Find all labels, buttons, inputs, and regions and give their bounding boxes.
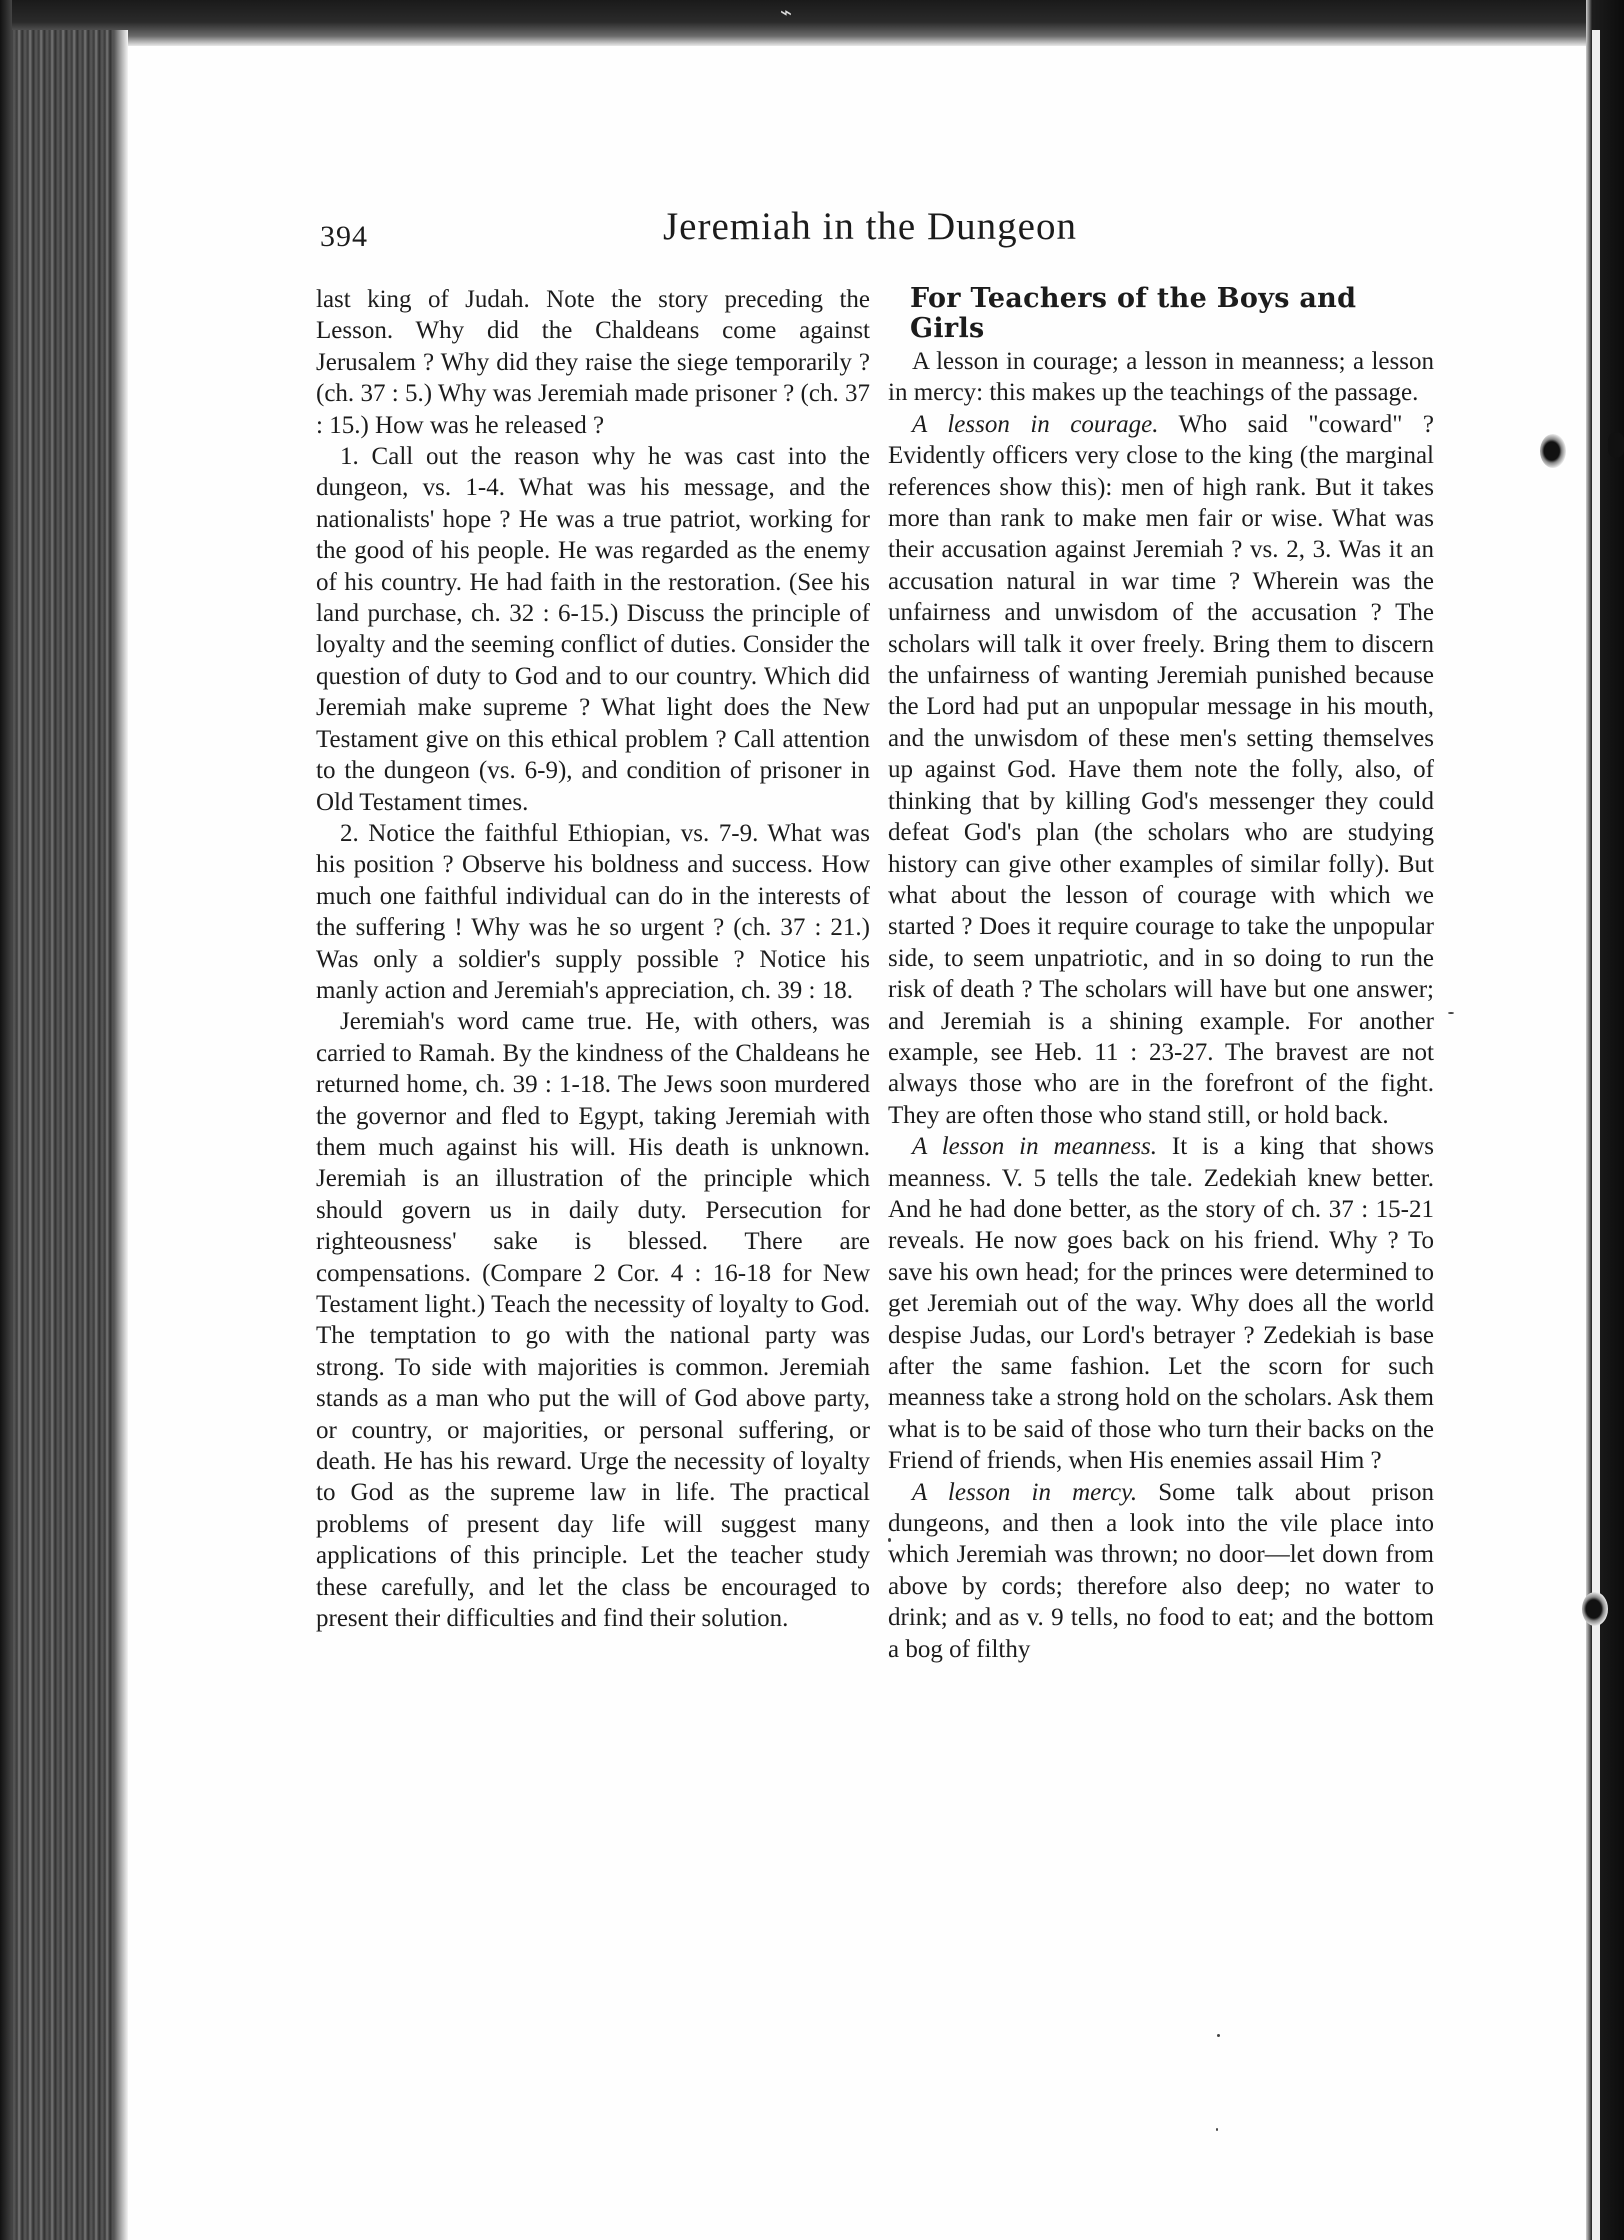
- margin-dot: [1608, 432, 1624, 458]
- paragraph: [888, 409, 1434, 1131]
- paragraph: Jeremiah's word came true. He, with others, was carried to Ramah. By the kindness of the Chaldeans he returned home, ch. 39 : 1-18. The Jews soon murdered the governor and fled to Egypt, taking Jeremiah with them much against his will. His death is unknown. Jeremiah is an illustration of the principle which should govern us in daily duty. Persecution for righteousness' sake is blessed. There are compensations. (Compare 2 Cor. 4 : 16-18 for New Testament light.) Teach the necessity of loyalty to God. The temptation to go with the national party was strong. To side with majorities is common. Jeremiah stands as a man who put the will of God above party, or country, or majorities, or personal suffering, or death. He has his reward. Urge the necessity of loyalty to God as the supreme law in life. The practical problems of present day life will suggest many applications of this principle. Let the teacher study these carefully, and let the class be encouraged to present their difficulties and find their solution.: [316, 1008, 870, 1633]
- running-title: Jeremiah in the Dungeon: [663, 205, 1077, 248]
- page-number: 394: [320, 220, 368, 253]
- left-column: [316, 284, 870, 1634]
- book-page-edges: [0, 30, 120, 2240]
- right-column: [888, 284, 1434, 1665]
- section-heading: For Teachers of the Boys and Girls: [910, 283, 1357, 344]
- paragraph-body: Who said "coward" ? Evidently officers very close to the king (the marginal references show this): men of high rank. But it takes more than rank to make men fair or wise. What was their accusation against Jeremiah ? vs. 2, 3. Was it an accusation natural in war time ? Wherein was the unfairness and unwisdom of the accusation ? The scholars will talk it over freely. Bring them to discern the unfairness of wanting Jeremiah punished because the Lord had put an unpopular message in his mouth, and the unwisdom of these men's setting themselves up against God. Have them note the folly, also, of thinking that by killing God's messenger they could defeat God's plan (the scholars who are studying history can give other examples of similar folly). But what about the lesson of courage with which we started ? Does it require courage to take the unpopular side, to seem unpatriotic, and in so doing to run the risk of death ? The scholars will have but one answer; and Jeremiah is a shining example. For another example, see Heb. 11 : 23-27. The bravest are not always those who are in the forefront of the fight. They are often those who stand still, or hold back.: [888, 410, 1434, 1129]
- scan-right-edge-highlight: [1592, 30, 1600, 2240]
- scan-top-shadow: [0, 0, 1624, 46]
- lead-phrase: A lesson in courage.: [912, 410, 1159, 438]
- binding-mark: ⌁: [780, 2, 793, 24]
- binding-hole-lower: [1582, 1592, 1608, 1626]
- paragraph-body: Some talk about prison dungeons, and then a look into the vile place into which Jeremiah was thrown; no door—let down from above by cords; therefore also deep; no water to drink; and as v. 9 tells, no food to eat; and the bottom a bog of filthy: [888, 1478, 1435, 1663]
- lead-phrase: A lesson in meanness.: [912, 1133, 1157, 1161]
- scan-speck: [1448, 1012, 1454, 1014]
- paragraph: [888, 1477, 1434, 1665]
- paragraph: 2. Notice the faithful Ethiopian, vs. 7-9. What was his position ? Observe his boldness and success. How much one faithful individual can do in the interests of the suffering ! Why was he so urgent ? (ch. 37 : 21.) Was only a soldier's supply possible ? Notice his manly action and Jeremiah's appreciation, ch. 39 : 18.: [316, 819, 870, 1004]
- paragraph: A lesson in courage; a lesson in meanness; a lesson in mercy: this makes up the teachings of the passage.: [888, 348, 1434, 407]
- page-header: [320, 204, 1430, 264]
- scan-speck: [1216, 2128, 1218, 2131]
- scan-left-shadow: [0, 0, 12, 2240]
- lead-phrase: A lesson in mercy.: [912, 1478, 1138, 1506]
- paragraph: last king of Judah. Note the story preceding the Lesson. Why did the Chaldeans come against Jerusalem ? Why did they raise the siege temporarily ? (ch. 37 : 5.) Why was Jeremiah made prisoner ? (ch. 37 : 15.) How was he released ?: [316, 286, 870, 439]
- scan-speck: [1217, 2034, 1220, 2037]
- binding-hole-upper: [1540, 434, 1566, 468]
- paragraph: [888, 1131, 1434, 1476]
- paragraph: 1. Call out the reason why he was cast into the dungeon, vs. 1-4. What was his message, and the nationalists' hope ? He was a true patriot, working for the good of his people. He was regarded as the enemy of his country. He had faith in the restoration. (See his land purchase, ch. 32 : 6-15.) Discuss the principle of loyalty and the seeming conflict of duties. Consider the question of duty to God and to our country. Which did Jeremiah make supreme ? What light does the New Testament give on this ethical problem ? Call attention to the dungeon (vs. 6-9), and condition of prisoner in Old Testament times.: [316, 443, 870, 816]
- paragraph-body: It is a king that shows meanness. V. 5 tells the tale. Zedekiah knew better. And he had done better, as the story of ch. 37 : 15-21 reveals. He now goes back on his friend. Why ? To save his own head; for the princes were determined to get Jeremiah out of the way. Why does all the world despise Judas, our Lord's betrayer ? Zedekiah is base after the same fashion. Let the scorn for such meanness take a strong hold on the scholars. Ask them what is to be said of those who turn their backs on the Friend of friends, when His enemies assail Him ?: [888, 1133, 1434, 1475]
